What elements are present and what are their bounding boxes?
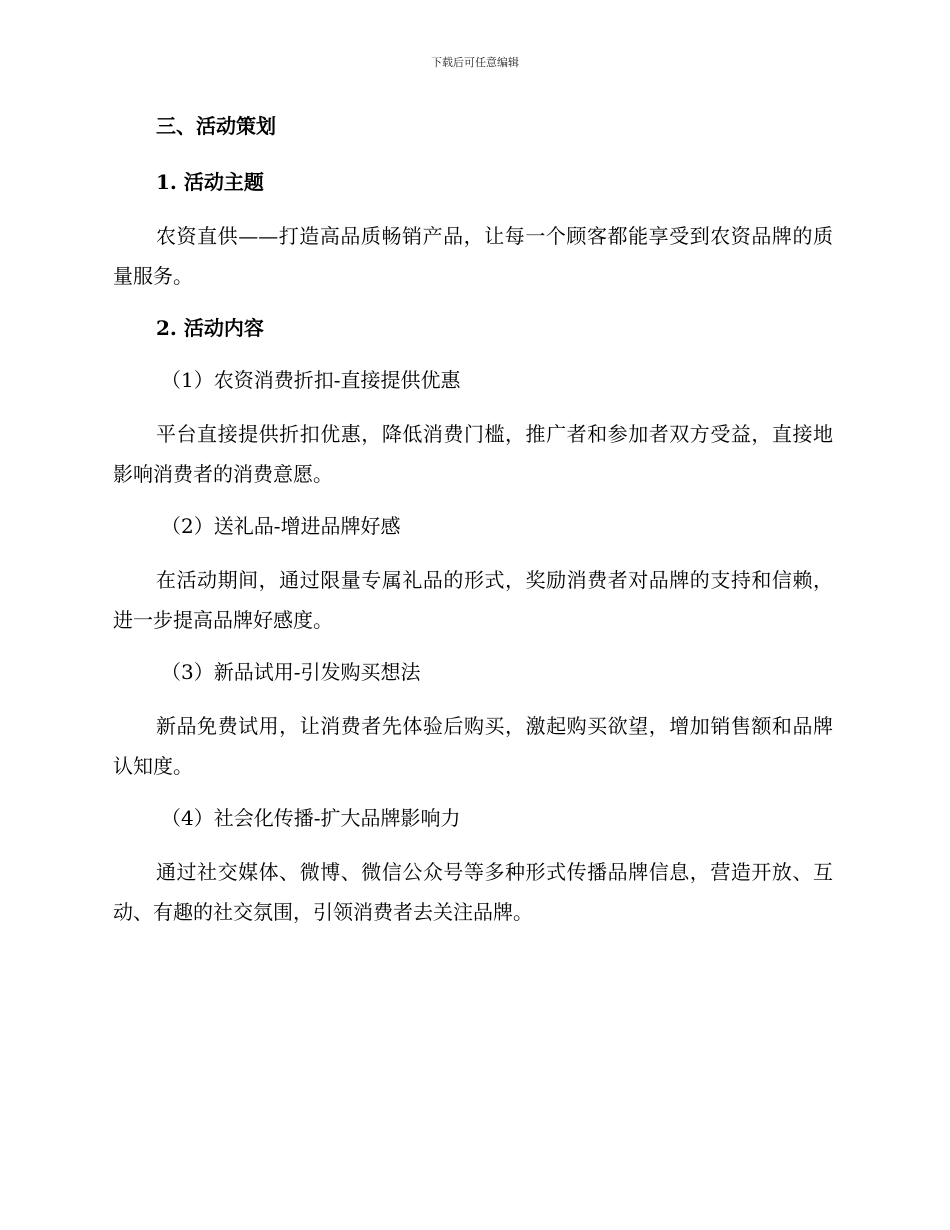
document-body [113, 108, 833, 946]
item-title-4: （4）社会化传播-扩大品牌影响力 [161, 806, 461, 830]
section-title: 三、活动策划 [156, 114, 276, 138]
page-header: 下载后可任意编辑 [431, 56, 519, 69]
item-paragraph-4: 通过社交媒体、微博、微信公众号等多种形式传播品牌信息，营造开放、互动、有趣的社交氛围，引领消费者去关注品牌。 [113, 860, 833, 924]
item-paragraph-2: 在活动期间，通过限量专属礼品的形式，奖励消费者对品牌的支持和信赖，进一步提高品牌好感度。 [113, 568, 833, 632]
content-heading: 2. 活动内容 [156, 316, 264, 340]
theme-heading: 1. 活动主题 [156, 170, 264, 194]
item-paragraph-3: 新品免费试用，让消费者先体验后购买，激起购买欲望，增加销售额和品牌认知度。 [113, 714, 833, 778]
item-title-2: （2）送礼品-增进品牌好感 [161, 514, 401, 538]
item-title-1: （1）农资消费折扣-直接提供优惠 [161, 368, 461, 392]
item-paragraph-1: 平台直接提供折扣优惠，降低消费门槛，推广者和参加者双方受益，直接地影响消费者的消费意愿。 [113, 422, 833, 486]
theme-paragraph: 农资直供——打造高品质畅销产品，让每一个顾客都能享受到农资品牌的质量服务。 [113, 224, 833, 288]
item-title-3: （3）新品试用-引发购买想法 [161, 660, 421, 684]
